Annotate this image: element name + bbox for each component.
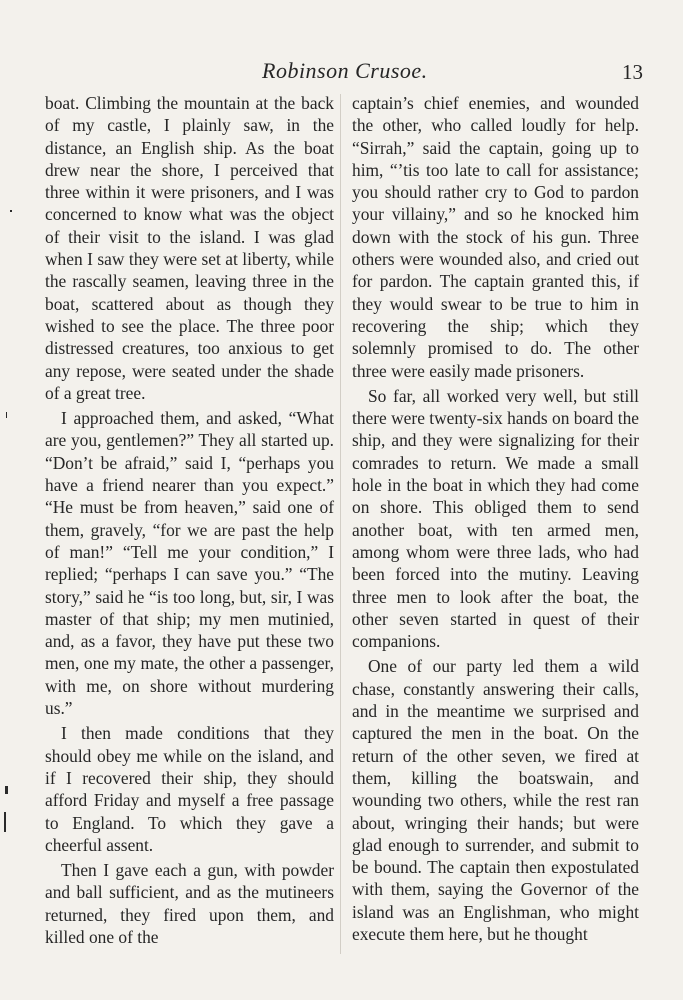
page-header (0, 58, 683, 88)
paragraph: captain’s chief enemies, and wounded the other, who called loudly for help. “Sirrah,” said the captain, going up to him, “’tis too late to call for assistance; you should rather cry to God to pardon your villainy,” and so he knocked him down with the stock of his gun. Three others were wounded also, and cried out for pardon. The captain granted this, if they would swear to be true to him in recovering the ship; which they solemnly promised to do. The other three were easily made prisoners. (352, 93, 639, 381)
scan-speck (5, 786, 8, 794)
column-divider (340, 94, 341, 954)
running-title: Robinson Crusoe. (262, 58, 428, 83)
scan-speck (6, 412, 7, 418)
paragraph: One of our party led them a wild chase, constantly answering their calls, and in the meantime we surprised and captured the men in the boat. On the return of the other seven, we fired at them, killing the boatswain, and wounding two others, while the rest ran about, wringing their hands; but were glad enough to surrender, and submit to be bound. The captain then expostulated with them, saying the Governor of the island was an Englishman, who might execute them here, but he thought (352, 656, 639, 944)
page-number: 13 (622, 60, 643, 84)
scan-speck (4, 812, 6, 832)
left-column (45, 92, 334, 951)
paragraph: Then I gave each a gun, with powder and ball sufficient, and as the mutineers returned, they fired upon them, and killed one of the (45, 860, 334, 947)
paragraph: boat. Climbing the mountain at the back of my castle, I plainly saw, in the distance, an English ship. As the boat drew near the shore, I perceived that three within it were prisoners, and I was concerned to know what was the object of their visit to the island. I was glad when I saw they were set at liberty, while the rascally seamen, leaving three in the boat, scattered about as though they wished to see the place. The three poor distressed creatures, too anxious to get any repose, were seated under the shade of a great tree. (45, 93, 334, 403)
right-column (352, 92, 639, 948)
scan-speck (10, 210, 12, 212)
paragraph: I then made conditions that they should obey me while on the island, and if I recovered their ship, they should afford Friday and myself a free passage to England. To which they gave a cheerful assent. (45, 723, 334, 855)
paragraph: So far, all worked very well, but still there were twenty-six hands on board the ship, and they were signalizing for their comrades to return. We made a small hole in the boat in which they had come on shore. This obliged them to send another boat, with ten armed men, among whom were three lads, who had been forced into the mutiny. Leaving three men to look after the boat, the other seven started in quest of their companions. (352, 385, 639, 652)
paragraph: I approached them, and asked, “What are you, gentlemen?” They all started up. “Don’t be afraid,” said I, “perhaps you have a friend nearer than you expect.” “He must be from heaven,” said one of them, gravely, “for we are past the help of man!” “Tell me your condition,” I replied; “perhaps I can save you.” “The story,” said he “is too long, but, sir, I was master of that ship; my men mutinied, and, as a favor, they have put these two men, one my mate, the other a passenger, with me, on shore without murdering us.” (45, 408, 334, 719)
